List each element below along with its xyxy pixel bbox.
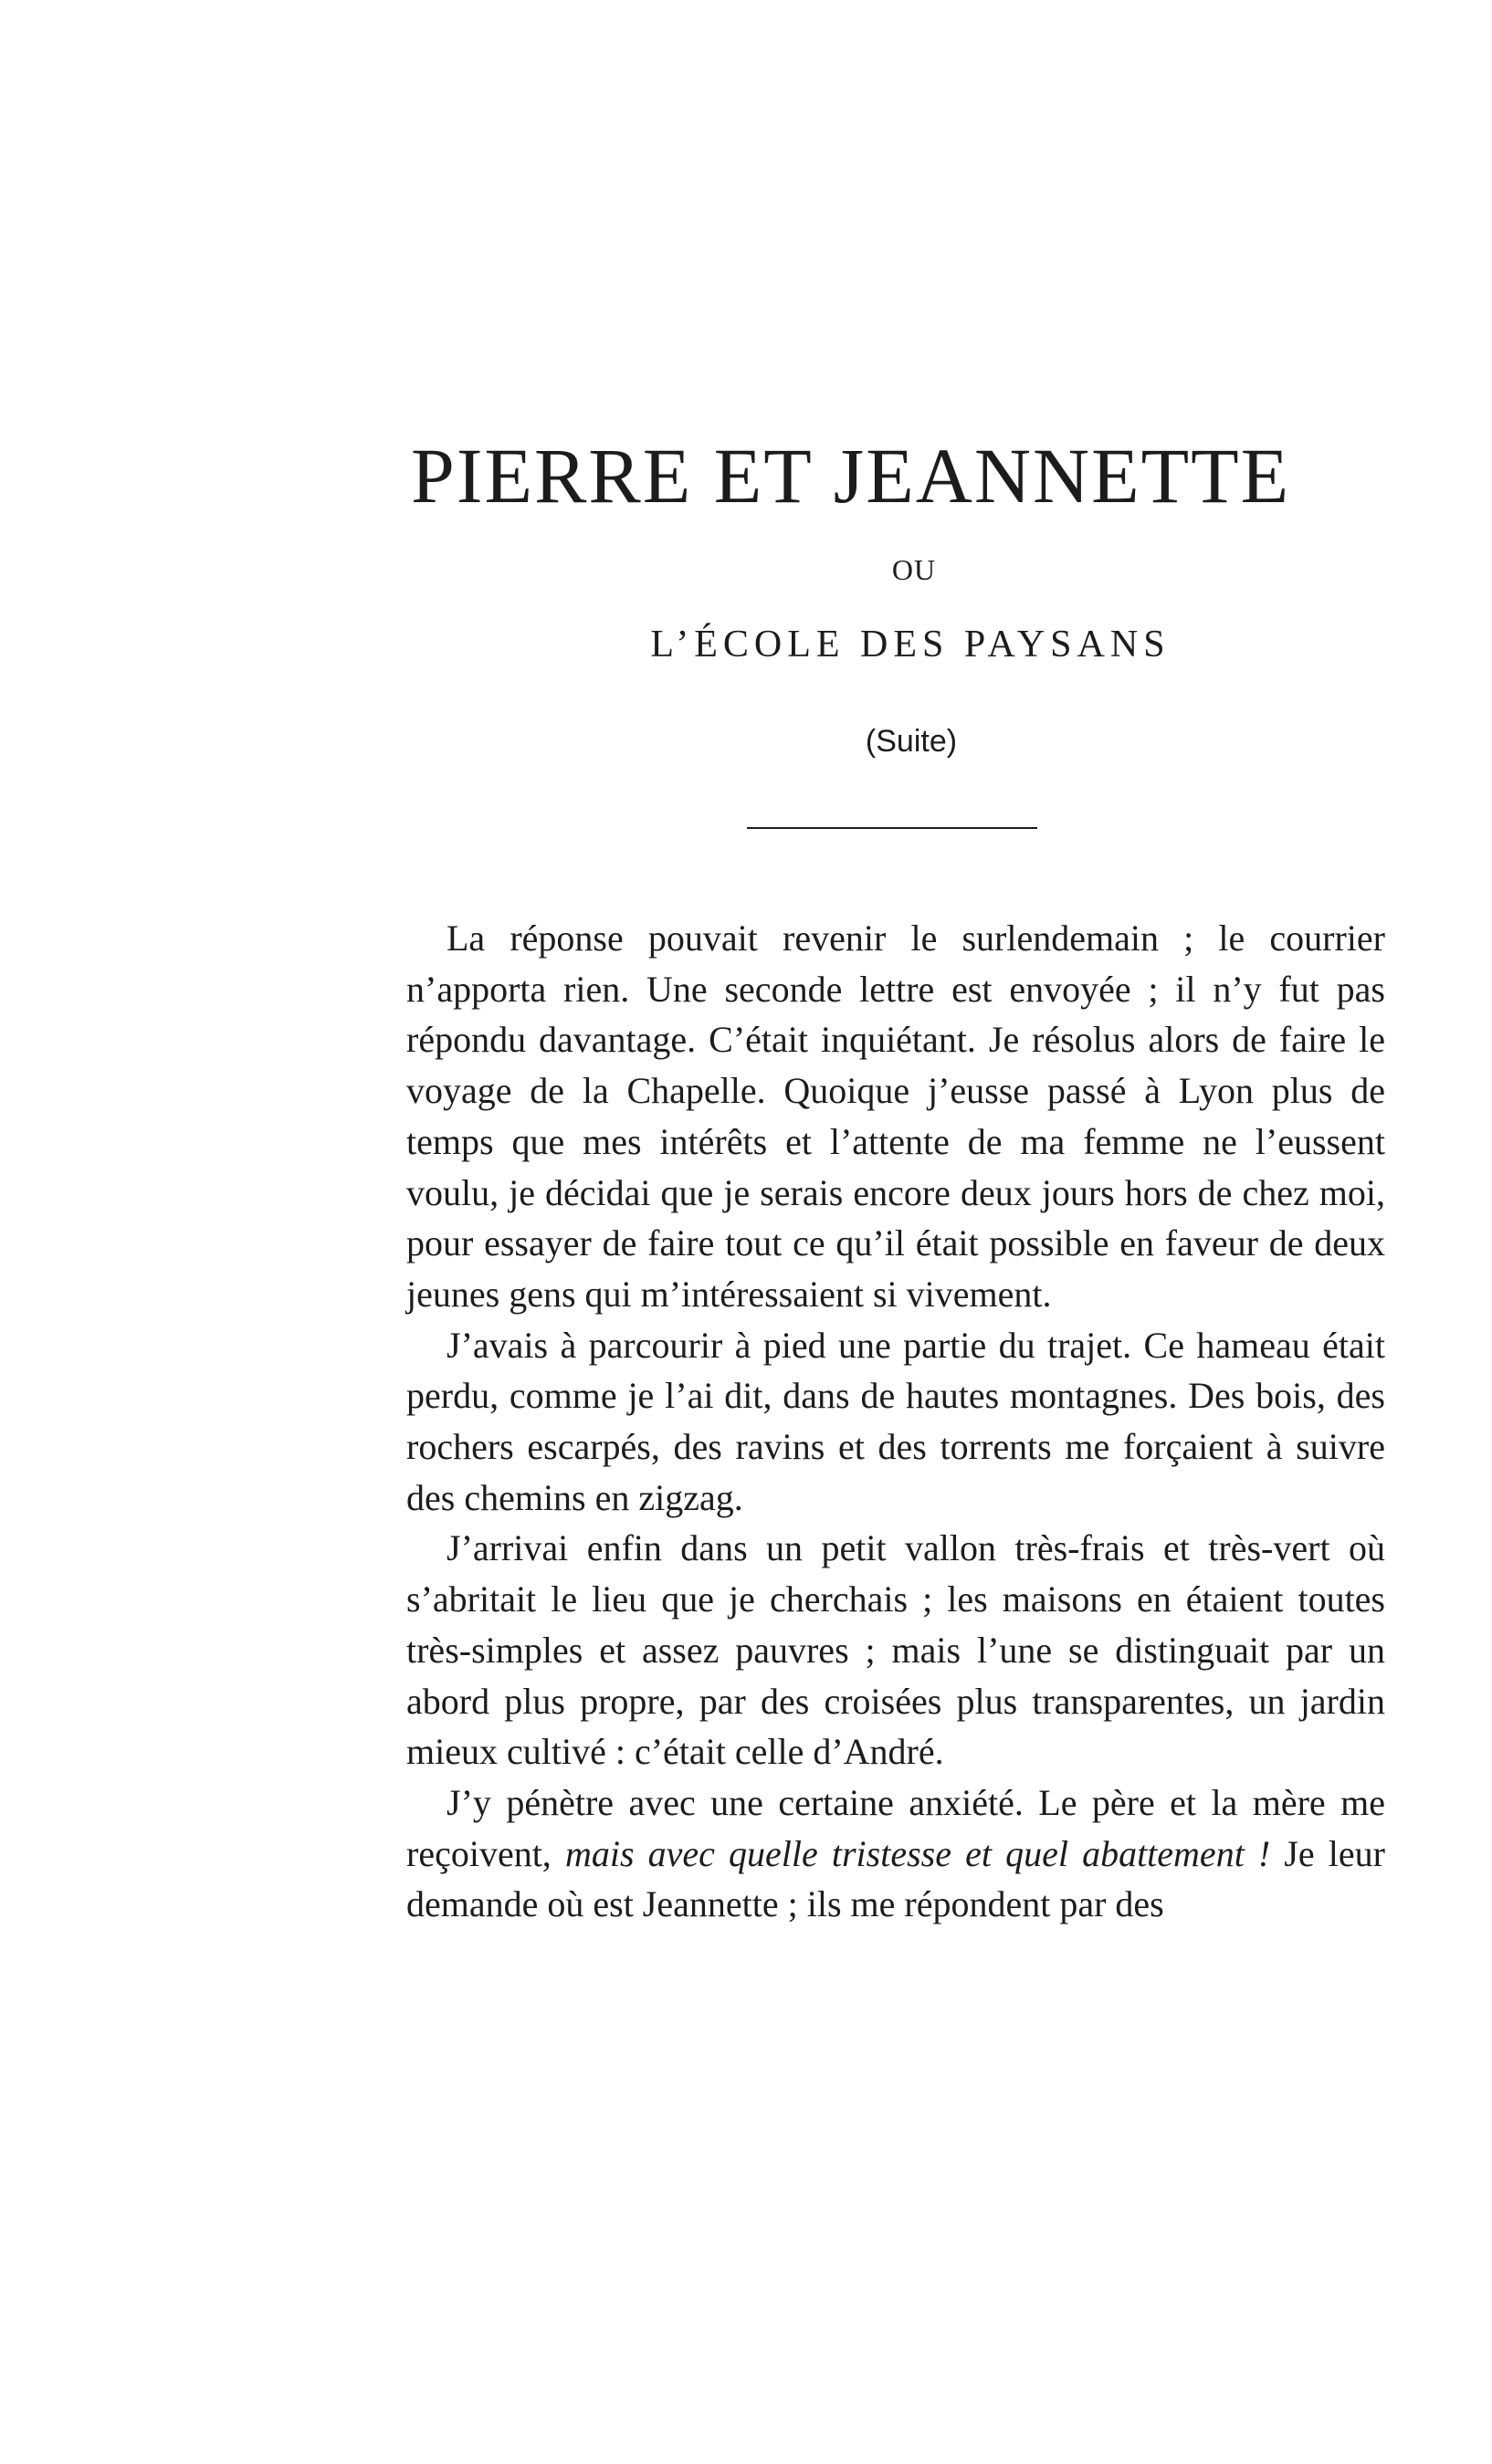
page-subtitle: L’ÉCOLE DES PAYSANS [650, 624, 1171, 666]
paragraph-4-italic-text: mais avec quelle tristesse et quel abattement ! [564, 1832, 1271, 1874]
continuation-label: (Suite) [865, 724, 958, 759]
paragraph-4-text-start: J’y pénètre avec une certaine anxiété. Le père et la mère me reçoivent, [406, 1781, 1385, 1874]
page-title: PIERRE ET JEANNETTE [411, 432, 1291, 519]
paragraph-2: J’avais à parcourir à pied une partie du trajet. Ce hameau était perdu, comme je l’ai dit, dans de hautes montagnes. Des bois, des rochers escarpés, des ravins et des torrents me forçaient à suivre des chemins en zigzag. [406, 1324, 1385, 1518]
paragraph-4 [406, 1777, 1385, 1930]
paragraph-1: La réponse pouvait revenir le surlendemain ; le courrier n’apporta rien. Une seconde lettre est envoyée ; il n’y fut pas répondu davantage. C’était inquiétant. Je résolus alors de faire le voyage de la Chapelle. Quoique j’eusse passé à Lyon plus de temps que mes intérêts et l’attente de ma femme ne l’eussent voulu, je décidai que je serais encore deux jours hors de chez moi, pour essayer de faire tout ce qu’il était possible en faveur de deux jeunes gens qui m’intéressaient si vivement. [406, 917, 1385, 1315]
body-text [406, 913, 1385, 1930]
paragraph-3: J’arrivai enfin dans un petit vallon très-frais et très-vert où s’abritait le lieu que je cherchais ; les maisons en étaient toutes très-simples et assez pauvres ; mais l’une se distinguait par un abord plus propre, par des croisées plus transparentes, un jardin mieux cultivé : c’était celle d’André. [406, 1527, 1385, 1773]
paragraph-4-text-end: Je leur demande où est Jeannette ; ils me répondent par des [406, 1832, 1385, 1925]
title-conjunction: OU [891, 553, 937, 586]
title-divider [747, 827, 1037, 829]
